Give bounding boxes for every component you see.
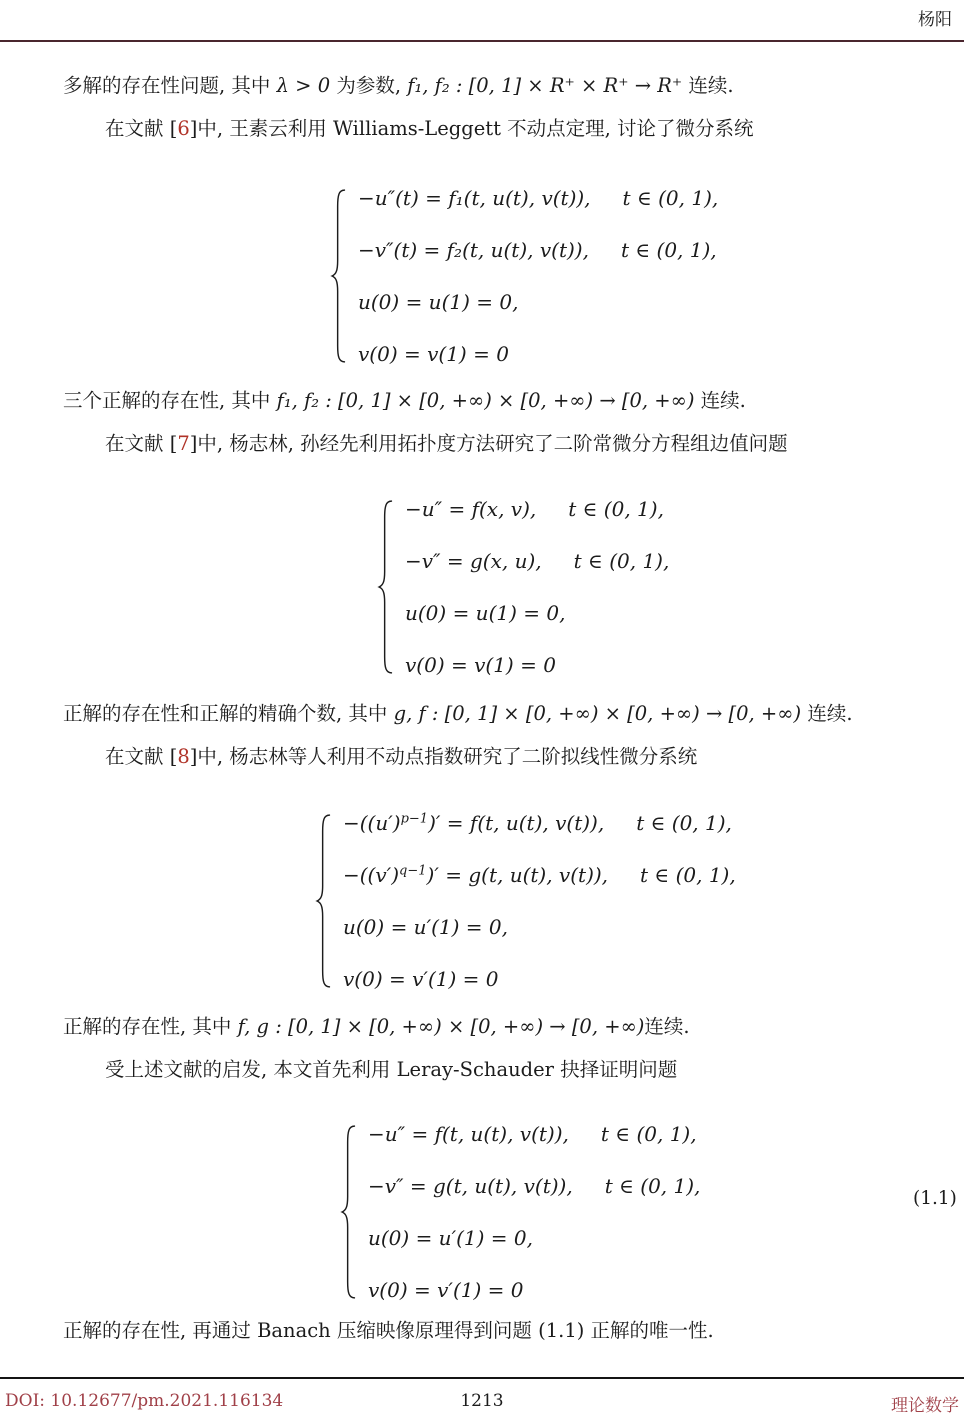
equation-condition — [636, 811, 732, 835]
text-segment: t ∈ (0, 1), — [622, 186, 719, 210]
text-segment: −u″ = f(t, u(t), v(t)), — [368, 1122, 569, 1146]
equation-expression — [405, 653, 556, 677]
paragraph-5 — [63, 701, 853, 726]
text-segment: u(0) = u(1) = 0, — [358, 290, 519, 314]
equation-row — [343, 849, 736, 901]
header-author: 杨阳 — [918, 10, 952, 30]
equation-rows — [343, 797, 736, 1005]
equation-row — [368, 1264, 700, 1316]
text-segment: f₁, f₂ : [0, 1] × [0, +∞) × [0, +∞) → [0, +∞) — [276, 389, 695, 412]
equation-rows — [358, 172, 718, 380]
text-segment: 多解的存在性问题, 其中 — [63, 74, 277, 97]
left-brace — [340, 1110, 357, 1314]
text-segment: −v″ = g(t, u(t), v(t)), — [368, 1174, 573, 1198]
equation-condition — [621, 238, 717, 262]
text-segment: 正解的存在性, 其中 — [63, 1015, 238, 1038]
text-segment: ]中, 杨志林, 孙经先利用拓扑度方法研究了二阶常微分方程组边值问题 — [189, 432, 788, 455]
equation-row — [368, 1212, 700, 1264]
equation-row — [358, 328, 718, 380]
text-segment: )′ = f(t, u(t), v(t)), — [428, 811, 605, 835]
equation-expression — [368, 1226, 533, 1250]
text-segment: 正解的存在性和正解的精确个数, 其中 — [63, 702, 394, 725]
text-segment: t ∈ (0, 1), — [636, 811, 732, 835]
equation-row — [368, 1160, 700, 1212]
text-segment: −((v′) — [343, 863, 400, 887]
equation-expression — [358, 290, 518, 314]
text-segment: p−1 — [400, 811, 429, 827]
text-segment: v(0) = v′(1) = 0 — [368, 1278, 524, 1302]
equation-expression — [405, 601, 565, 625]
equation-row — [405, 639, 669, 691]
equation-row — [343, 797, 736, 849]
citation-link[interactable]: 8 — [177, 745, 190, 768]
equation-rows — [405, 483, 669, 691]
text-segment: 为参数, — [330, 74, 408, 97]
text-segment: ]中, 杨志林等人利用不动点指数研究了二阶拟线性微分系统 — [189, 745, 698, 768]
equation-condition — [640, 863, 736, 887]
page-number: 1213 — [460, 1391, 504, 1411]
equation-row — [358, 172, 718, 224]
footer-rule — [0, 1377, 964, 1379]
text-segment: v(0) = v(1) = 0 — [358, 342, 509, 366]
equation-system-4 — [340, 1108, 700, 1316]
header-rule — [0, 40, 964, 42]
text-segment: )′ = g(t, u(t), v(t)), — [426, 863, 609, 887]
citation-link[interactable]: 7 — [177, 432, 190, 455]
equation-expression — [358, 342, 509, 366]
text-segment: u(0) = u′(1) = 0, — [368, 1226, 533, 1250]
text-segment: t ∈ (0, 1), — [620, 238, 717, 262]
paragraph-1 — [63, 73, 734, 98]
equation-system-3 — [315, 797, 736, 1005]
text-segment: ]中, 王素云利用 Williams-Leggett 不动点定理, 讨论了微分系统 — [189, 117, 754, 140]
text-segment: 连续. — [694, 389, 746, 412]
equation-expression — [343, 915, 508, 939]
text-segment: −u″(t) = f₁(t, u(t), v(t)), — [358, 186, 591, 210]
equation-expression — [343, 967, 498, 991]
paragraph-6 — [105, 744, 697, 769]
text-segment: u(0) = u(1) = 0, — [405, 601, 566, 625]
equation-expression — [343, 811, 604, 835]
equation-condition — [601, 1122, 697, 1146]
text-segment: −((u′) — [343, 811, 401, 835]
equation-condition — [568, 497, 664, 521]
equation-row — [405, 535, 669, 587]
text-segment: v(0) = v′(1) = 0 — [343, 967, 499, 991]
text-segment: 连续. — [801, 702, 853, 725]
equation-condition — [605, 1174, 701, 1198]
equation-condition — [574, 549, 670, 573]
equation-expression — [358, 186, 591, 210]
equation-row — [358, 276, 718, 328]
left-brace — [330, 174, 347, 378]
text-segment: 连续. — [644, 1015, 690, 1038]
equation-rows — [368, 1108, 700, 1316]
equation-row — [368, 1108, 700, 1160]
citation-link[interactable]: 6 — [177, 117, 190, 140]
equation-row — [358, 224, 718, 276]
text-segment: g, f : [0, 1] × [0, +∞) × [0, +∞) → [0, +∞) — [393, 702, 802, 725]
text-segment: 连续. — [682, 74, 734, 97]
text-segment: −v″ = g(x, u), — [405, 549, 542, 573]
equation-expression — [405, 497, 536, 521]
equation-expression — [343, 863, 608, 887]
paragraph-8 — [105, 1057, 677, 1082]
paragraph-7 — [63, 1014, 690, 1039]
text-segment: t ∈ (0, 1), — [568, 497, 664, 521]
equation-row — [343, 901, 736, 953]
text-segment: 三个正解的存在性, 其中 — [63, 389, 277, 412]
text-segment: −u″ = f(x, v), — [405, 497, 537, 521]
equation-expression — [405, 549, 542, 573]
doi-link[interactable]: DOI: 10.12677/pm.2021.116134 — [5, 1391, 284, 1411]
text-segment: u(0) = u′(1) = 0, — [343, 915, 508, 939]
text-segment: λ > 0 — [276, 74, 331, 97]
text-segment: 受上述文献的启发, 本文首先利用 Leray-Schauder 抉择证明问题 — [105, 1058, 678, 1081]
text-segment: t ∈ (0, 1), — [600, 1122, 697, 1146]
text-segment: 正解的存在性, 再通过 Banach 压缩映像原理得到问题 (1.1) 正解的唯一性. — [63, 1319, 714, 1342]
left-brace — [377, 485, 394, 689]
journal-name-link[interactable]: 理论数学 — [891, 1396, 959, 1414]
text-segment: −v″(t) = f₂(t, u(t), v(t)), — [358, 238, 589, 262]
text-segment: 在文献 [ — [105, 117, 178, 140]
equation-row — [405, 483, 669, 535]
equation-expression — [368, 1278, 523, 1302]
text-segment: t ∈ (0, 1), — [604, 1174, 701, 1198]
equation-number-1-1: (1.1) — [913, 1188, 957, 1209]
text-segment: t ∈ (0, 1), — [640, 863, 736, 887]
equation-expression — [368, 1174, 573, 1198]
equation-expression — [368, 1122, 569, 1146]
equation-expression — [358, 238, 589, 262]
text-segment: v(0) = v(1) = 0 — [405, 653, 556, 677]
text-segment: f, g : [0, 1] × [0, +∞) × [0, +∞) → [0, +∞) — [237, 1015, 645, 1038]
text-segment: q−1 — [399, 863, 427, 879]
equation-system-1 — [330, 172, 718, 380]
text-segment: 在文献 [ — [105, 745, 178, 768]
paragraph-2 — [105, 116, 754, 141]
equation-row — [405, 587, 669, 639]
text-segment: t ∈ (0, 1), — [573, 549, 670, 573]
equation-system-2 — [377, 483, 669, 691]
text-segment: 在文献 [ — [105, 432, 178, 455]
left-brace — [315, 799, 332, 1003]
paragraph-4 — [105, 431, 788, 456]
paragraph-9 — [63, 1318, 714, 1343]
text-segment: f₁, f₂ : [0, 1] × R⁺ × R⁺ → R⁺ — [407, 74, 683, 97]
equation-condition — [623, 186, 719, 210]
paragraph-3 — [63, 388, 746, 413]
equation-row — [343, 953, 736, 1005]
